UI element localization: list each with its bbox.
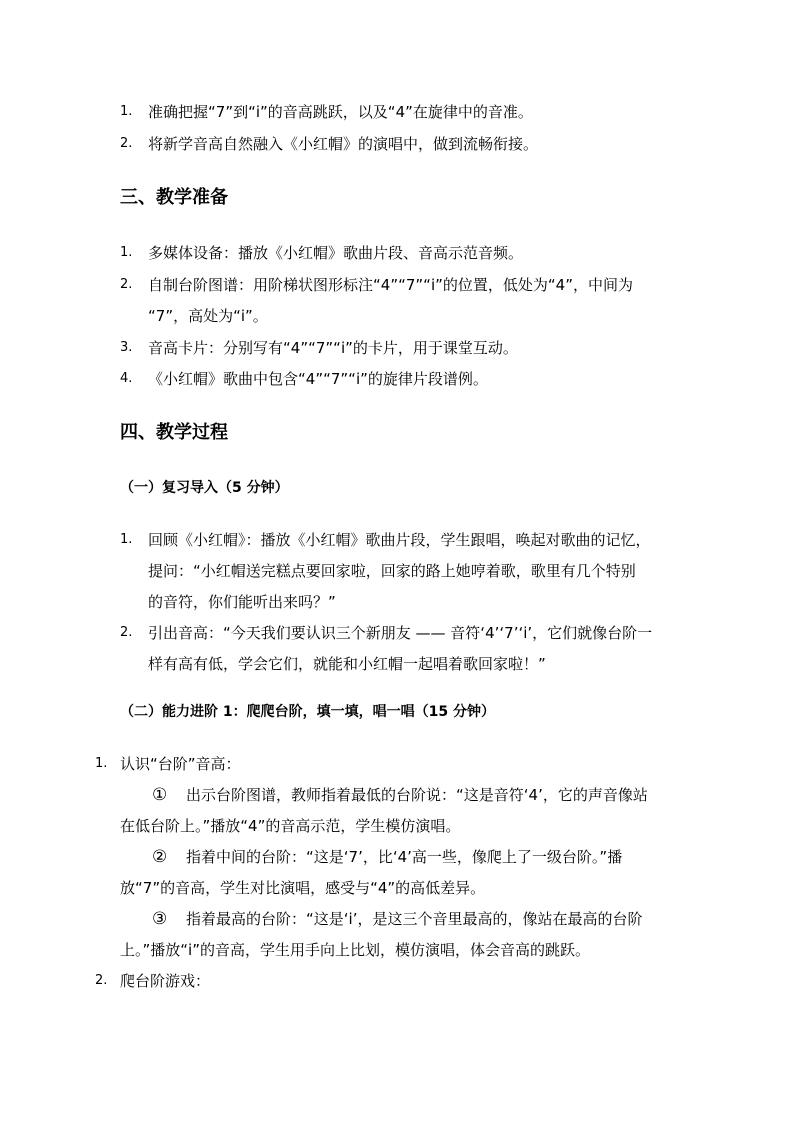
- section-heading-prep: 三、教学准备: [120, 187, 228, 208]
- prep-text: 《小红帽》歌曲中包含“4”“7”“i”的旋律片段谱例。: [148, 370, 488, 388]
- subsection-heading-review: （一）复习导入（5 分钟）: [120, 480, 289, 496]
- step-text-continued: 上。”播放“i”的音高，学生用手向上比划，模仿演唱，体会音高的跳跃。: [120, 941, 590, 959]
- review-number: 1.: [120, 532, 133, 547]
- circled-number-3: ③: [152, 909, 168, 929]
- prep-text: 音高卡片：分别写有“4”“7”“i”的卡片，用于课堂互动。: [148, 339, 518, 357]
- subsection-heading-advance: （二）能力进阶 1：爬爬台阶，填一填，唱一唱（15 分钟）: [120, 704, 495, 720]
- advance-text: 认识“台阶”音高：: [120, 755, 241, 773]
- review-text-continued: 提问：“小红帽送完糕点要回家啦，回家的路上她哼着歌，歌里有几个特别: [148, 562, 636, 580]
- goal-number: 2.: [120, 136, 133, 151]
- step-line: [152, 909, 642, 929]
- review-number: 2.: [120, 625, 133, 640]
- advance-number: 1.: [95, 756, 108, 771]
- goal-number: 1.: [120, 104, 133, 119]
- review-text: 引出音高：“今天我们要认识三个新朋友 —— 音符‘4’‘7’‘i’，它们就像台阶一: [148, 624, 653, 642]
- goal-text: 将新学音高自然融入《小红帽》的演唱中，做到流畅衔接。: [148, 135, 539, 153]
- advance-number: 2.: [95, 973, 108, 988]
- prep-text-continued: “7”，高处为“i”。: [148, 307, 268, 325]
- prep-text: 自制台阶图谱：用阶梯状图形标注“4”“7”“i”的位置，低处为“4”，中间为: [148, 276, 633, 294]
- step-text: 出示台阶图谱，教师指着最低的台阶说：“这是音符‘4’，它的声音像站: [186, 786, 648, 804]
- goal-text: 准确把握“7”到“i”的音高跳跃，以及“4”在旋律中的音准。: [148, 103, 533, 121]
- step-line: [152, 847, 622, 867]
- circled-number-1: ①: [152, 785, 168, 805]
- prep-number: 4.: [120, 371, 133, 386]
- prep-number: 3.: [120, 340, 133, 355]
- step-text: 指着中间的台阶：“这是‘7’，比‘4’高一些，像爬上了一级台阶。”播: [186, 848, 623, 866]
- prep-number: 2.: [120, 277, 133, 292]
- review-text-continued: 样有高有低，学会它们，就能和小红帽一起唱着歌回家啦！”: [148, 655, 546, 673]
- step-line: [152, 785, 648, 805]
- prep-text: 多媒体设备：播放《小红帽》歌曲片段、音高示范音频。: [148, 244, 524, 262]
- step-text-continued: 在低台阶上。”播放“4”的音高示范，学生模仿演唱。: [120, 817, 461, 835]
- advance-text: 爬台阶游戏：: [120, 972, 211, 990]
- step-text: 指着最高的台阶：“这是‘i’，是这三个音里最高的，像站在最高的台阶: [186, 910, 643, 928]
- circled-number-2: ②: [152, 847, 168, 867]
- prep-number: 1.: [120, 245, 133, 260]
- section-heading-process: 四、教学过程: [120, 422, 228, 443]
- review-text: 回顾《小红帽》：播放《小红帽》歌曲片段，学生跟唱，唤起对歌曲的记忆，: [148, 531, 651, 549]
- step-text-continued: 放“7”的音高，学生对比演唱，感受与“4”的高低差异。: [120, 879, 486, 897]
- review-text-continued: 的音符，你们能听出来吗？”: [148, 593, 336, 611]
